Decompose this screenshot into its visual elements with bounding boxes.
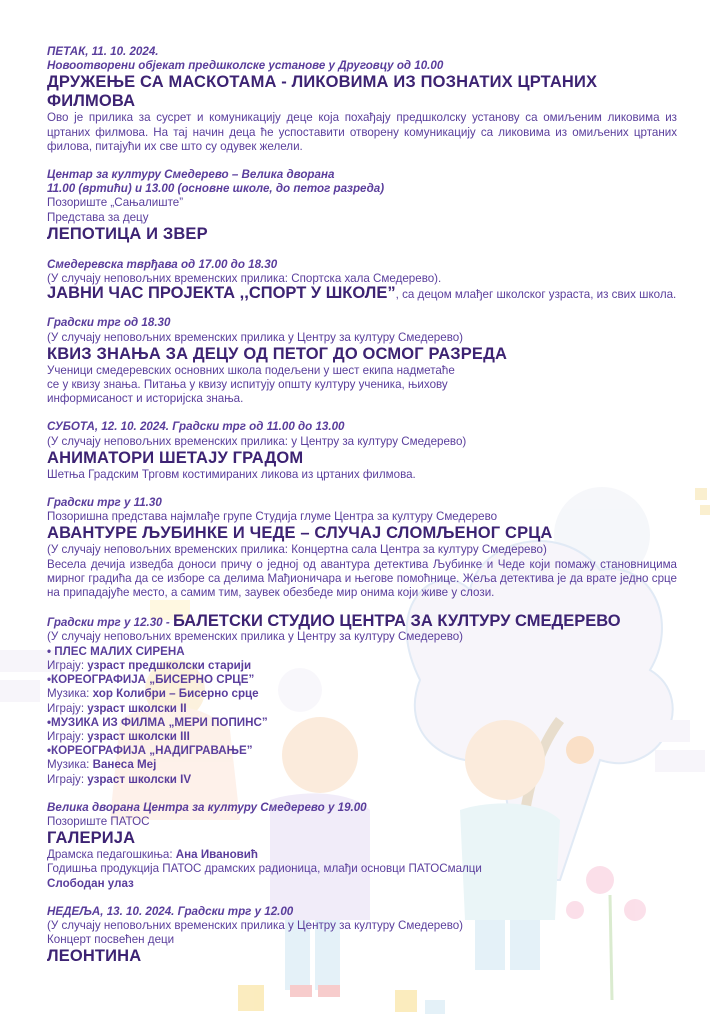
event-weather-note: (У случају неповољних временских прилика: у Центру за културу Смедерево) (47, 434, 467, 448)
detail-value: узраст школски III (87, 729, 190, 743)
detail-value: узраст школски IV (87, 772, 192, 786)
detail-label: Играју: (47, 701, 88, 715)
event-time: 11.00 (вртићи) и 13.00 (основне школе, до петог разреда) (47, 182, 385, 196)
teacher-name: Ана Ивановић (175, 848, 259, 862)
event-description-line: Ученици смедеревских основних школа подељени у шест екипа надметаће (47, 363, 455, 377)
event-title-line (47, 286, 677, 302)
event-organizer: Позориште „Сањалиште” (47, 196, 184, 210)
event-title-suffix: , са децом млађег школског узраста, из свих школа. (395, 288, 677, 302)
event-weather-note: (У случају неповољних временских прилика у Центру за културу Смедерево) (47, 918, 464, 932)
event-title: ДРУЖЕЊЕ СА МАСКОТАМА - ЛИКОВИМА ИЗ ПОЗНАТИХ ЦРТАНИХ ФИЛМОВА (47, 73, 598, 111)
event-weather-note: (У случају неповољних временских прилика: Спортска хала Смедерево). (47, 272, 442, 286)
event-production: Годишња продукција ПАТОС драмских радионица, млађи основци ПАТОСмалци (47, 862, 482, 876)
detail-value: хор Колибри – Бисерно срце (92, 687, 259, 701)
event-title: ЛЕПОТИЦА И ЗВЕР (47, 224, 208, 243)
event-subtitle: Представа за децу (47, 210, 149, 224)
event-venue: Центар за културу Смедерево – Велика дворана (47, 168, 335, 182)
performance-title: • ПЛЕС МАЛИХ СИРЕНА (47, 644, 185, 658)
event-venue: Смедеревска тврђава од 17.00 до 18.30 (47, 257, 278, 271)
event-balet (47, 614, 677, 786)
event-program (47, 45, 677, 980)
detail-label: Играју: (47, 729, 88, 743)
event-date-venue: СУБОТА, 12. 10. 2024. Градски трг од 11.00 до 13.00 (47, 420, 345, 434)
event-date: ПЕТАК, 11. 10. 2024. (47, 45, 159, 58)
event-title-line (47, 614, 677, 630)
event-title: ГАЛЕРИЈА (47, 829, 136, 848)
event-leontina (47, 905, 677, 967)
event-entry: Слободан улаз (47, 876, 134, 890)
event-description: Ово је прилика за сусрет и комуникацију деце која похађају предшколску установу са омиљеним ликовима из цртаних филмова. На тај начин деца ће успоставити отворену комуникацију са ликовима из омиљених цртаних филова, питајући их све што су одувек желели. (47, 111, 677, 153)
event-teacher (47, 848, 677, 862)
performance-detail (47, 659, 677, 673)
detail-value: узраст школски II (87, 701, 187, 715)
performance-title: •КОРЕОГРАФИЈА „НАДИГРАВАЊЕ” (47, 744, 253, 758)
event-organizer: Позоришна представа најмлађе групе Студија глуме Центра за културу Смедерево (47, 510, 498, 524)
performance-detail (47, 730, 677, 744)
detail-label: Играју: (47, 772, 88, 786)
event-title: ЈАВНИ ЧАС ПРОЈЕКТА ,,СПОРТ У ШКОЛЕ” (47, 284, 396, 303)
event-organizer: Позориште ПАТОС (47, 814, 150, 828)
event-kviz (47, 316, 677, 406)
event-description-line: информисаност и историјска знања. (47, 392, 244, 406)
detail-value: узраст предшколски старији (87, 658, 252, 672)
event-weather-note: (У случају неповољних временских прилика у Центру за културу Смедерево) (47, 330, 464, 344)
event-venue: Градски трг у 11.30 (47, 496, 162, 510)
event-venue: Новоотворени објекат предшколске установе у Друговцу од 10.00 (47, 59, 444, 73)
event-venue: Градски трг од 18.30 (47, 316, 171, 330)
performance-title: •КОРЕОГРАФИЈА „БИСЕРНО СРЦЕ” (47, 673, 255, 687)
event-lepotica (47, 168, 677, 244)
performance-detail (47, 687, 677, 701)
detail-label: Музика: (47, 687, 93, 701)
event-title: КВИЗ ЗНАЊА ЗА ДЕЦУ ОД ПЕТОГ ДО ОСМОГ РАЗРЕДА (47, 344, 508, 363)
event-description: Весела дечија изведба доноси причу о једној од авантура детектива Љубинке и Чеде који помажу становницима мирног градића да се изборе са делима Мађионичара и његове помоћнице. Жеља детектива је да врате једно срце на припадајуће место, а самим тим, заувек обезбеде мир онима који живе у слози. (47, 557, 677, 600)
performance-detail (47, 773, 677, 787)
event-venue: Градски трг у 12.30 - (47, 616, 170, 630)
event-description-line: се у квизу знања. Питања у квизу испитују општу културу ученика, њихову (47, 378, 448, 392)
event-title: АНИМАТОРИ ШЕТАЈУ ГРАДОМ (47, 448, 304, 467)
event-avanture (47, 496, 677, 600)
event-animatori (47, 420, 677, 482)
event-galerija (47, 801, 677, 891)
event-date-venue: НЕДЕЉА, 13. 10. 2024. Градски трг у 12.00 (47, 904, 294, 918)
detail-label: Музика: (47, 758, 93, 772)
performance-title: •МУЗИКА ИЗ ФИЛМА „МЕРИ ПОПИНС” (47, 715, 268, 729)
performance-detail (47, 758, 677, 772)
event-weather-note: (У случају неповољних временских прилика у Центру за културу Смедерево) (47, 630, 464, 644)
event-title: ЛЕОНТИНА (47, 947, 142, 966)
event-description: Шетња Градским Трговм костимираних ликова из цртаних филмова. (47, 467, 416, 481)
event-venue: Велика дворана Центра за културу Смедерево у 19.00 (47, 800, 367, 814)
teacher-label: Драмска педагошкиња: (47, 848, 176, 862)
event-title: БАЛЕТСКИ СТУДИО ЦЕНТРА ЗА КУЛТУРУ СМЕДЕРЕВО (172, 612, 621, 631)
event-sport (47, 258, 677, 303)
event-subtitle: Концерт посвећен деци (47, 933, 175, 947)
event-title: АВАНТУРЕ ЉУБИНКЕ И ЧЕДЕ – СЛУЧАЈ СЛОМЉЕНОГ СРЦА (47, 524, 553, 543)
detail-label: Играју: (47, 658, 88, 672)
event-weather-note: (У случају неповољних временских прилика: Концертна сала Центра за културу Смедерево) (47, 543, 547, 557)
performance-detail (47, 702, 677, 716)
event-maskote (47, 45, 677, 154)
detail-value: Ванеса Меј (92, 758, 157, 772)
